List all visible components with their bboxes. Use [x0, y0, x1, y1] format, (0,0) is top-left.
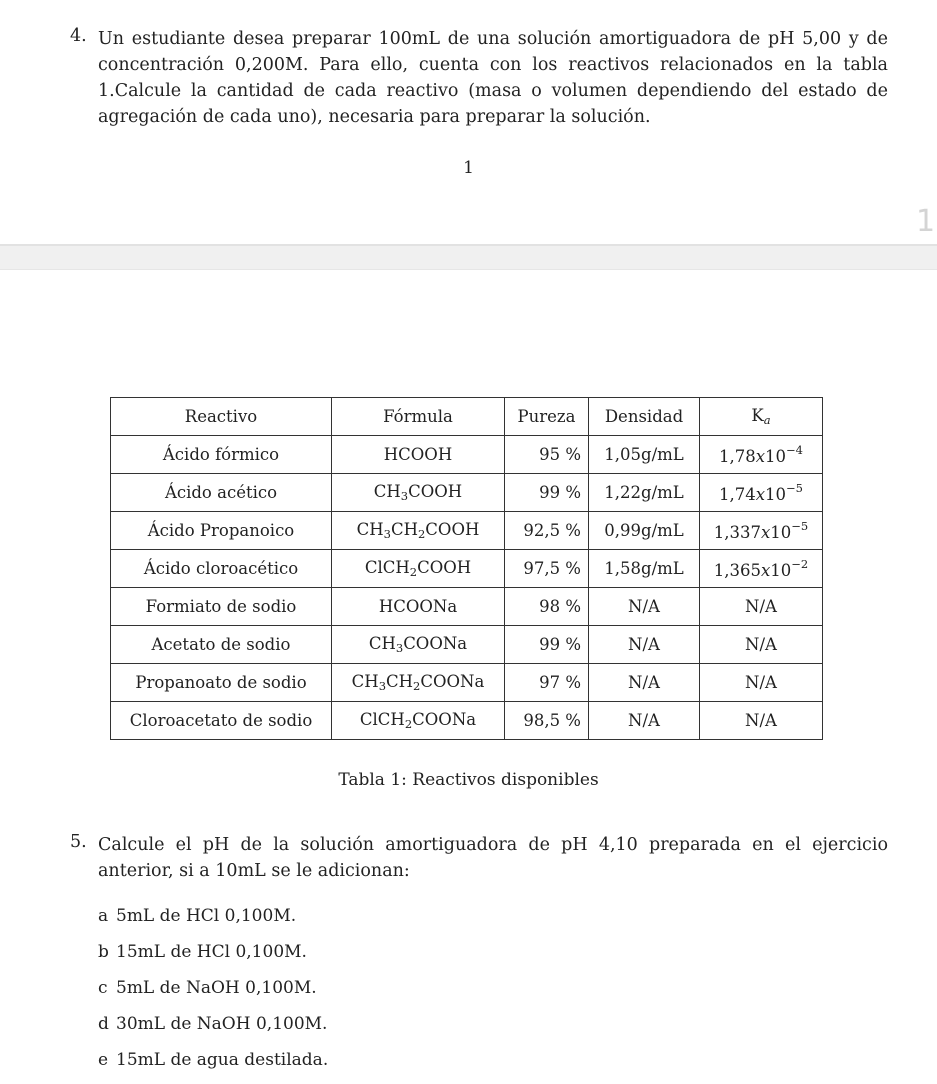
cell-formula: ClCH$_2$COONa	[332, 702, 505, 740]
problem-5	[70, 832, 888, 884]
table-row	[111, 474, 823, 512]
list-item: b 15mL de HCl 0,100M.	[98, 942, 307, 962]
cell-reactivo: Ácido fórmico	[111, 436, 332, 474]
cell-ka: N/A	[700, 626, 823, 664]
cell-reactivo: Ácido Propanoico	[111, 512, 332, 550]
cell-ka: N/A	[700, 702, 823, 740]
cell-densidad: N/A	[589, 588, 700, 626]
cell-ka: N/A	[700, 588, 823, 626]
cell-pureza: 92,5 %	[505, 512, 589, 550]
cell-reactivo: Formiato de sodio	[111, 588, 332, 626]
list-item: d 30mL de NaOH 0,100M.	[98, 1014, 328, 1034]
problem-text: Un estudiante desea preparar 100mL de una solución amortiguadora de pH 5,00 y de concentración 0,200M. Para ello, cuenta con los reactivos relacionados en la tabla 1.Calcule la cantidad de cada reactivo (masa o volumen dependiendo del estado de agregación de cada uno), necesaria para preparar la solución.	[98, 29, 888, 127]
cell-ka: $1,74x10^{-5}$	[700, 474, 823, 512]
problem-number: 5.	[70, 832, 87, 852]
cell-ka: $1,337x10^{-5}$	[700, 512, 823, 550]
cell-formula: $CH_3COOH$	[332, 474, 505, 512]
cell-pureza: 95 %	[505, 436, 589, 474]
cell-formula: HCOOH	[332, 436, 505, 474]
problem-4	[70, 26, 888, 130]
cell-reactivo: Ácido acético	[111, 474, 332, 512]
cell-formula: $CH_3COONa$	[332, 626, 505, 664]
sub-items-list	[98, 904, 328, 1084]
cell-densidad: N/A	[589, 664, 700, 702]
page-gap	[0, 244, 937, 270]
cell-reactivo: Acetato de sodio	[111, 626, 332, 664]
cell-formula: HCOONa	[332, 588, 505, 626]
cell-ka: $1,365x10^{-2}$	[700, 550, 823, 588]
table-row	[111, 550, 823, 588]
cell-reactivo: Ácido cloroacético	[111, 550, 332, 588]
reagents-table	[110, 397, 823, 740]
cell-densidad: N/A	[589, 626, 700, 664]
list-item: a 5mL de HCl 0,100M.	[98, 906, 297, 926]
table-row	[111, 626, 823, 664]
cell-reactivo: Propanoato de sodio	[111, 664, 332, 702]
table-header-row	[111, 398, 823, 436]
header-ka	[700, 398, 823, 436]
ka-letter: K	[751, 406, 764, 425]
cell-densidad: 0,99g/mL	[589, 512, 700, 550]
cell-pureza: 97 %	[505, 664, 589, 702]
header-densidad: Densidad	[589, 398, 700, 436]
cell-pureza: 99 %	[505, 474, 589, 512]
table-row	[111, 512, 823, 550]
header-formula: Fórmula	[332, 398, 505, 436]
page-counter: 1	[916, 204, 936, 239]
table-row	[111, 702, 823, 740]
cell-reactivo: Cloroacetato de sodio	[111, 702, 332, 740]
table-row	[111, 664, 823, 702]
cell-pureza: 98,5 %	[505, 702, 589, 740]
cell-pureza: 99 %	[505, 626, 589, 664]
header-reactivo: Reactivo	[111, 398, 332, 436]
problem-text: Calcule el pH de la solución amortiguadora de pH 4,10 preparada en el ejercicio anterior, si a 10mL se le adicionan:	[98, 835, 888, 881]
list-item: c 5mL de NaOH 0,100M.	[98, 978, 317, 998]
cell-densidad: 1,58g/mL	[589, 550, 700, 588]
header-pureza: Pureza	[505, 398, 589, 436]
cell-densidad: N/A	[589, 702, 700, 740]
table-row	[111, 588, 823, 626]
page-number: 1	[463, 158, 474, 178]
cell-ka: $1,78x10^{-4}$	[700, 436, 823, 474]
cell-pureza: 97,5 %	[505, 550, 589, 588]
cell-formula: $CH_3CH_2COONa$	[332, 664, 505, 702]
cell-formula: $CH_3CH_2COOH$	[332, 512, 505, 550]
list-item: e 15mL de agua destilada.	[98, 1050, 329, 1070]
cell-pureza: 98 %	[505, 588, 589, 626]
table-row	[111, 436, 823, 474]
cell-densidad: 1,22g/mL	[589, 474, 700, 512]
ka-subscript: a	[763, 413, 771, 427]
table-caption: Tabla 1: Reactivos disponibles	[338, 770, 599, 790]
cell-formula: ClCH$_2$COOH	[332, 550, 505, 588]
cell-ka: N/A	[700, 664, 823, 702]
cell-densidad: 1,05g/mL	[589, 436, 700, 474]
problem-number: 4.	[70, 26, 87, 46]
